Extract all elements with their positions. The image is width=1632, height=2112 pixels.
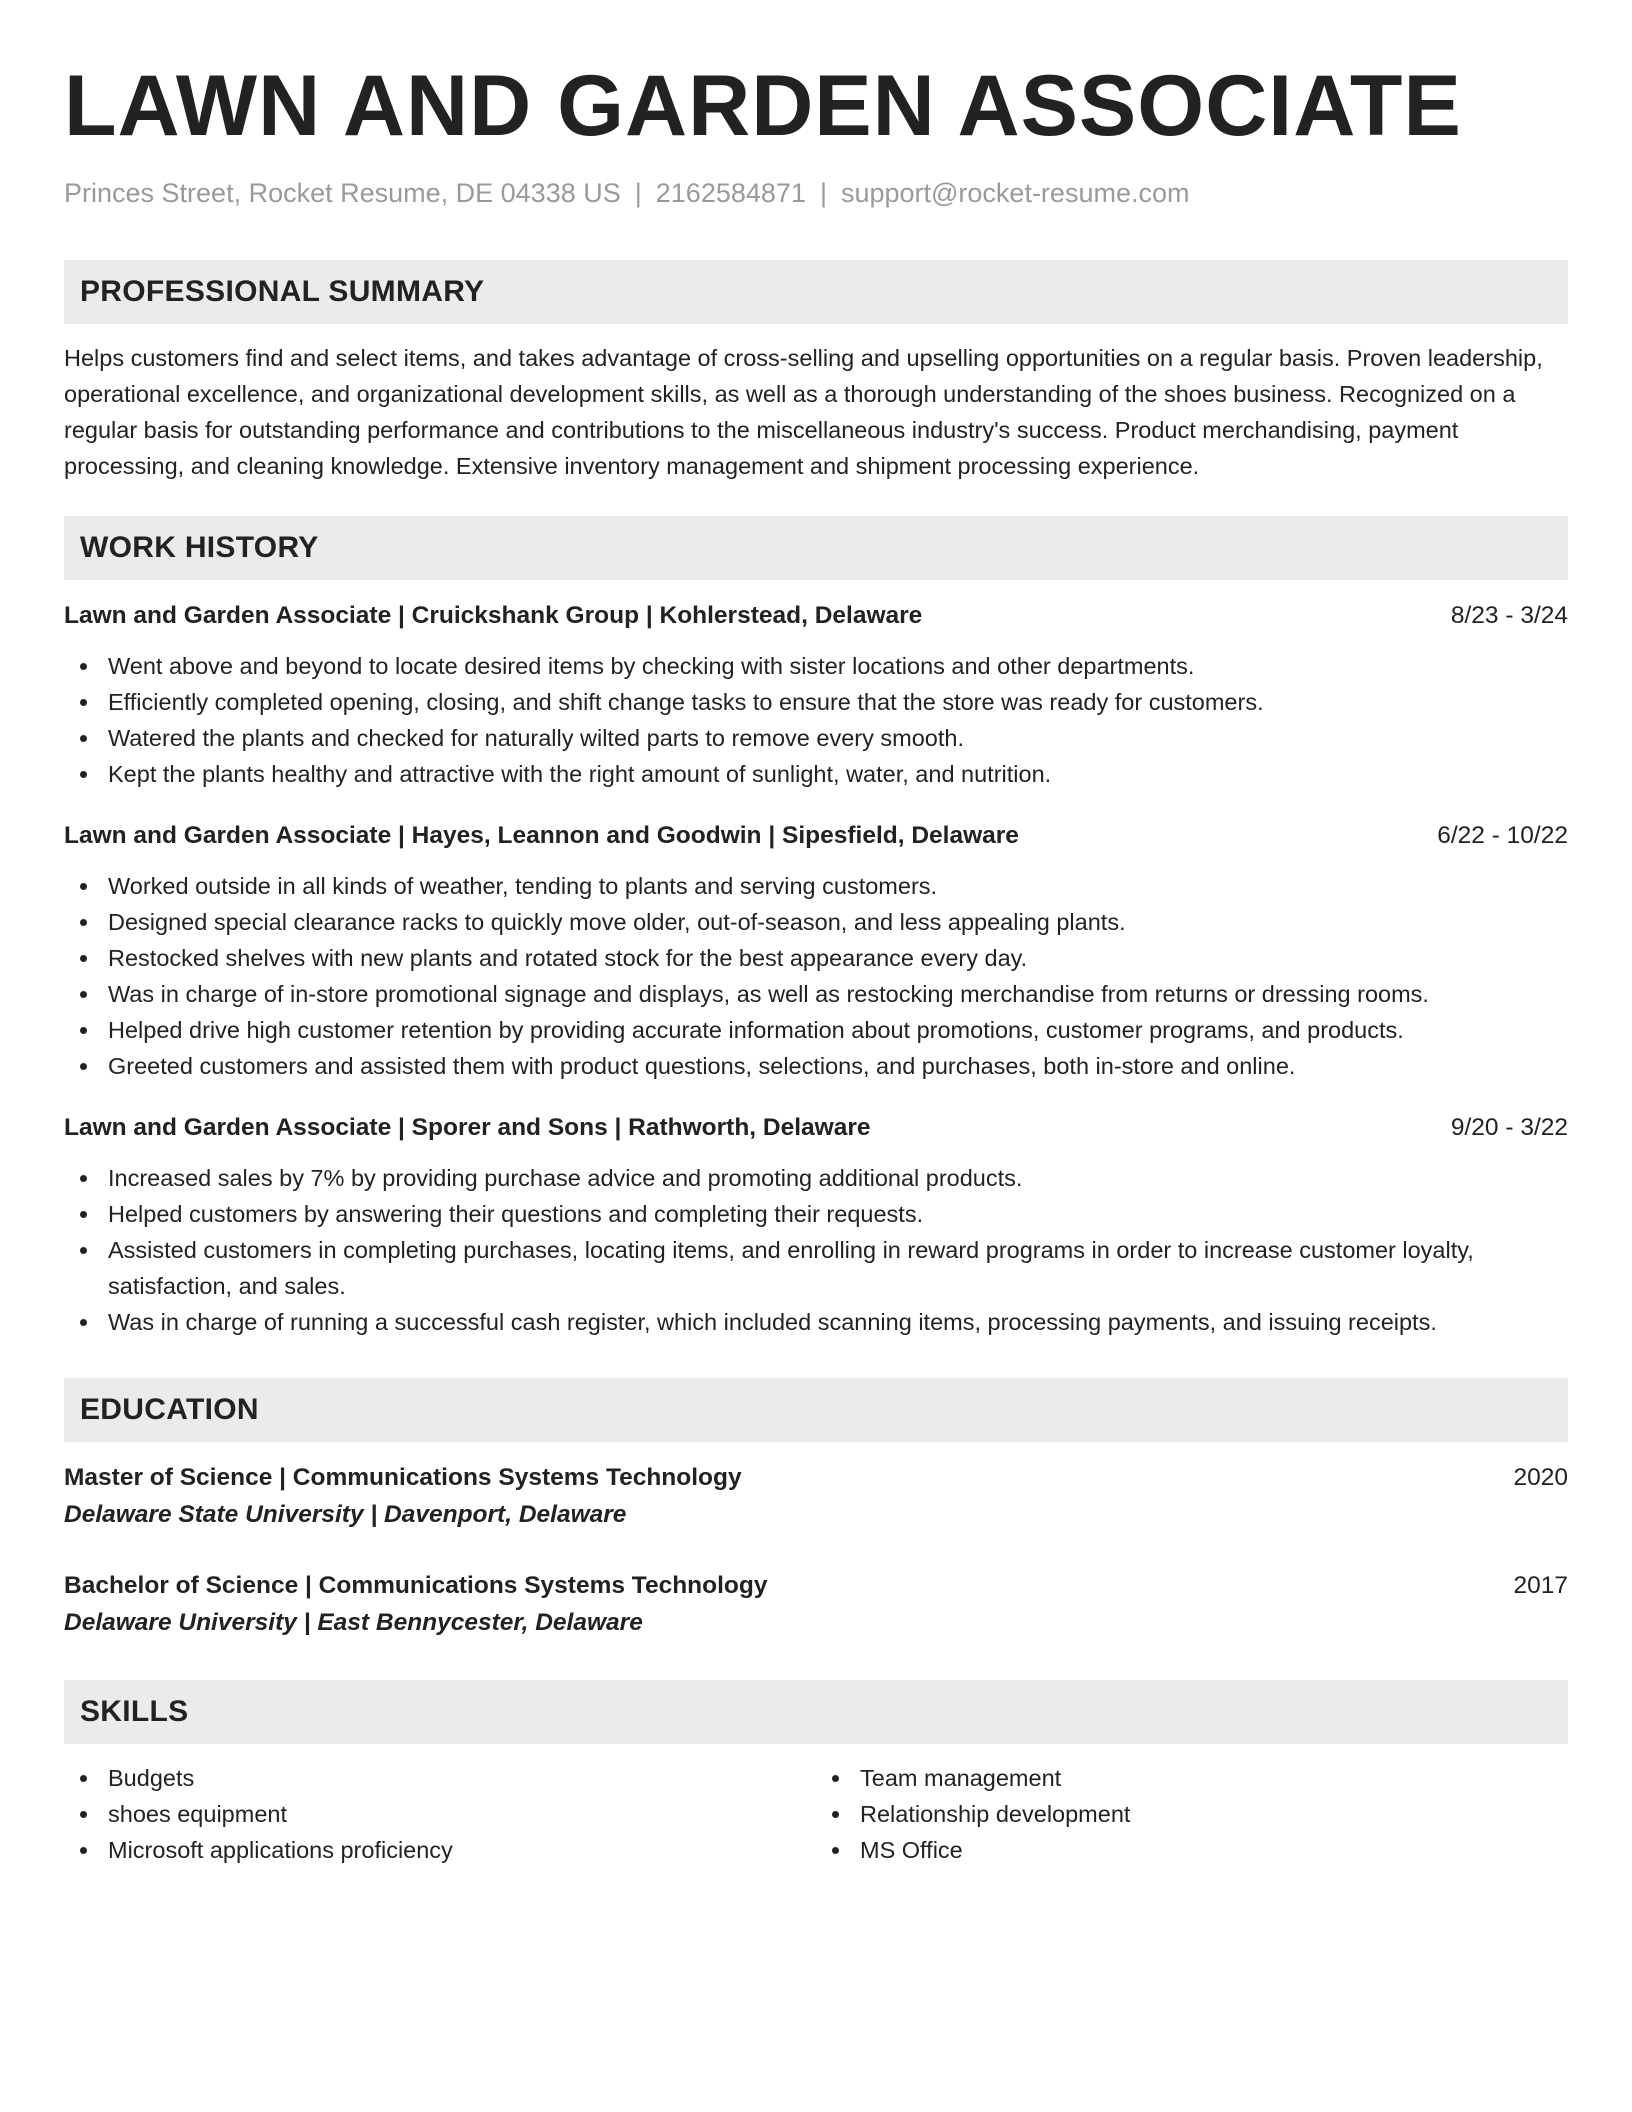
skills-column-right (816, 1760, 1568, 1868)
summary-heading: PROFESSIONAL SUMMARY (64, 260, 1568, 324)
summary-text: Helps customers find and select items, and takes advantage of cross-selling and upselling opportunities on a regular basis. Proven leadership, operational excellence, and organizational development skills, as well as a thorough understanding of the shoes business. Recognized on a regular basis for outstanding performance and contributions to the miscellaneous industry's success. Product merchandising, payment processing, and cleaning knowledge. Extensive inventory management and shipment processing experience. (64, 345, 1543, 479)
job-bullet: Watered the plants and checked for naturally wilted parts to remove every smooth. (64, 720, 1568, 756)
education-heading: EDUCATION (64, 1378, 1568, 1442)
degree-year: 2020 (1513, 1464, 1568, 1491)
job-bullet: Assisted customers in completing purchases, locating items, and enrolling in reward programs in order to increase customer loyalty, satisfaction, and sales. (64, 1232, 1568, 1304)
skills-list (64, 1760, 1568, 1868)
job-bullets (64, 648, 1568, 792)
job-bullet: Designed special clearance racks to quickly move older, out-of-season, and less appealing plants. (64, 904, 1568, 940)
skill-item: Team management (816, 1760, 1568, 1796)
job-title: Lawn and Garden Associate | Cruickshank Group | Kohlerstead, Delaware (64, 602, 923, 629)
job-dates: 8/23 - 3/24 (1450, 602, 1568, 629)
job-bullet: Was in charge of running a successful cash register, which included scanning items, processing payments, and issuing receipts. (64, 1304, 1568, 1340)
job-entry (64, 818, 1568, 1084)
job-dates: 9/20 - 3/22 (1450, 1114, 1568, 1141)
degree-year: 2017 (1513, 1572, 1568, 1599)
school-name: Delaware University | East Bennycester, Delaware (64, 1609, 643, 1636)
contact-email: support@rocket-resume.com (840, 178, 1190, 208)
job-bullet: Helped drive high customer retention by providing accurate information about promotions, customer programs, and products. (64, 1012, 1568, 1048)
education-entry (64, 1568, 1568, 1642)
job-bullet: Efficiently completed opening, closing, and shift change tasks to ensure that the store was ready for customers. (64, 684, 1568, 720)
skill-item: Budgets (64, 1760, 816, 1796)
resume-title: LAWN AND GARDEN ASSOCIATE (64, 58, 1462, 154)
skill-item: MS Office (816, 1832, 1568, 1868)
job-bullet: Restocked shelves with new plants and rotated stock for the best appearance every day. (64, 940, 1568, 976)
work-history-heading: WORK HISTORY (64, 516, 1568, 580)
degree-title: Bachelor of Science | Communications Systems Technology (64, 1572, 768, 1599)
job-bullets (64, 868, 1568, 1084)
job-bullet: Was in charge of in-store promotional signage and displays, as well as restocking merchandise from returns or dressing rooms. (64, 976, 1568, 1012)
contact-separator: | (819, 178, 827, 208)
skill-item: Relationship development (816, 1796, 1568, 1832)
skill-item: Microsoft applications proficiency (64, 1832, 816, 1868)
skills-column-left (64, 1760, 816, 1868)
skill-item: shoes equipment (64, 1796, 816, 1832)
job-dates: 6/22 - 10/22 (1437, 822, 1568, 849)
job-bullet: Worked outside in all kinds of weather, tending to plants and serving customers. (64, 868, 1568, 904)
contact-separator: | (634, 178, 642, 208)
job-bullet: Increased sales by 7% by providing purchase advice and promoting additional products. (64, 1160, 1568, 1196)
job-bullet: Kept the plants healthy and attractive with the right amount of sunlight, water, and nutrition. (64, 756, 1568, 792)
degree-title: Master of Science | Communications Systems Technology (64, 1464, 742, 1491)
contact-line (64, 176, 1568, 210)
contact-address: Princes Street, Rocket Resume, DE 04338 US (64, 178, 621, 208)
job-bullet: Went above and beyond to locate desired items by checking with sister locations and other departments. (64, 648, 1568, 684)
job-bullet: Helped customers by answering their questions and completing their requests. (64, 1196, 1568, 1232)
job-title: Lawn and Garden Associate | Sporer and Sons | Rathworth, Delaware (64, 1114, 871, 1141)
job-bullets (64, 1160, 1568, 1340)
job-entry (64, 1110, 1568, 1340)
school-name: Delaware State University | Davenport, Delaware (64, 1501, 627, 1528)
job-title: Lawn and Garden Associate | Hayes, Leannon and Goodwin | Sipesfield, Delaware (64, 822, 1019, 849)
skills-heading: SKILLS (64, 1680, 1568, 1744)
education-entry (64, 1460, 1568, 1534)
contact-phone: 2162584871 (655, 178, 806, 208)
job-entry (64, 598, 1568, 792)
job-bullet: Greeted customers and assisted them with product questions, selections, and purchases, both in-store and online. (64, 1048, 1568, 1084)
